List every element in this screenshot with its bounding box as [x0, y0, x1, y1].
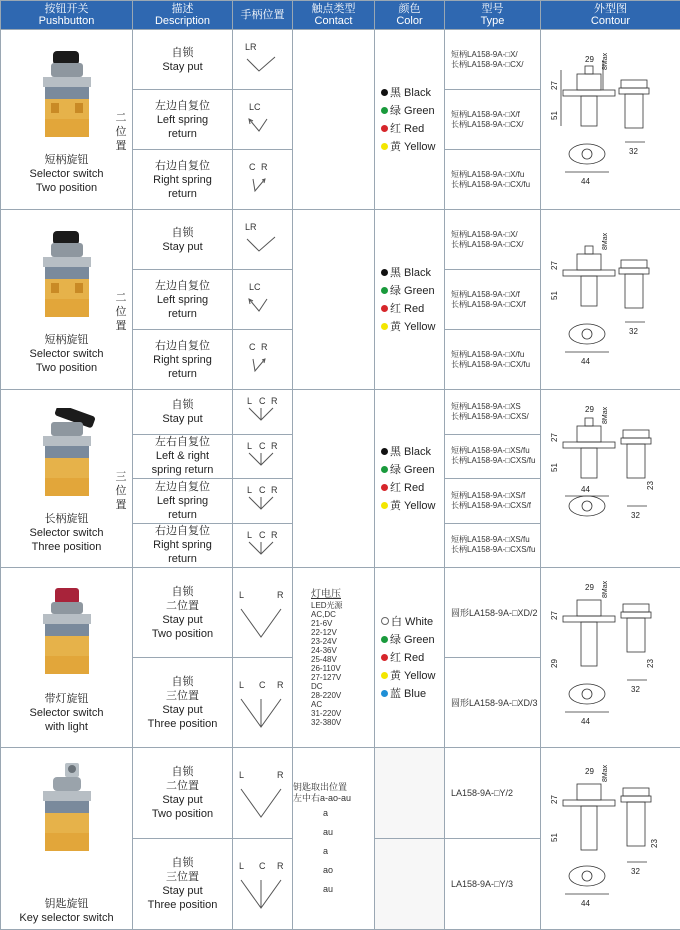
s1-contour-drawing [541, 30, 680, 210]
pos-label: L [239, 770, 244, 780]
pos-label: R [277, 770, 284, 780]
s2-position-count: 二 位 置 [114, 291, 128, 333]
svg-text:8Max: 8Max [602, 52, 609, 70]
svg-text:29: 29 [585, 55, 594, 64]
contour-drawing [541, 390, 680, 562]
pos-label: L [247, 530, 252, 540]
pos-label: R [271, 485, 278, 495]
s5-desc-two: 自锁 二位置 Stay put Two position [133, 748, 233, 839]
pos-label: C [259, 680, 266, 690]
svg-text:23: 23 [650, 839, 659, 848]
svg-text:51: 51 [550, 833, 559, 842]
s4-type-1: 圆形LA158-9A-□XD/2 [445, 568, 541, 658]
s2-colors: 黑 Black 绿 Green 红 Red 黄 Yellow [375, 210, 445, 390]
s4-pos-three [233, 658, 293, 748]
contour-drawing [541, 568, 680, 742]
s5-type-2: LA158-9A-□Y/3 [445, 839, 541, 930]
illuminated-knob-switch-image [31, 586, 103, 676]
pos-label: LR [245, 42, 257, 52]
s3-colors: 黑 Black 绿 Green 红 Red 黄 Yellow [375, 390, 445, 568]
s4-name-zh: 带灯旋钮 [1, 692, 132, 706]
s3-position-count: 三 位 置 [114, 470, 128, 512]
s1-type-3: 短柄LA158-9A-□X/fu 长柄LA158-9A-□CX/fu [445, 150, 541, 210]
s5-name-zh: 钥匙旋钮 [1, 897, 132, 911]
pos-label: C [259, 485, 266, 495]
svg-text:29: 29 [550, 659, 559, 668]
svg-text:29: 29 [585, 583, 594, 592]
s5-pos-three [233, 839, 293, 930]
pos-label: L [239, 680, 244, 690]
s3-name-zh: 长柄旋钮 [1, 512, 132, 526]
s1-type-1: 短柄LA158-9A-□X/ 长柄LA158-9A-□CX/ [445, 30, 541, 90]
long-knob-switch-image [31, 408, 103, 498]
pos-label: C [259, 396, 266, 406]
s2-contact [293, 210, 375, 390]
s3-row-stay [1, 390, 680, 435]
pos-label: R [271, 530, 278, 540]
s4-desc-two: 自锁 二位置 Stay put Two position [133, 568, 233, 658]
s1-pos-right [233, 150, 293, 210]
pos-label: C [259, 861, 266, 871]
svg-text:32: 32 [629, 147, 638, 156]
svg-text:8Max: 8Max [602, 580, 609, 598]
handle-position-left [233, 91, 293, 149]
s1-contact [293, 30, 375, 210]
pos-label: LC [249, 102, 261, 112]
pos-label: R [261, 342, 268, 352]
s2-desc-left: 左边自复位 Left spring return [133, 270, 233, 330]
pos-label: L [247, 441, 252, 451]
s3-name-en2: Three position [1, 540, 132, 554]
svg-text:44: 44 [581, 177, 590, 186]
svg-text:32: 32 [631, 511, 640, 520]
s4-pos-two [233, 568, 293, 658]
pos-label: C [259, 441, 266, 451]
pos-label: LR [245, 222, 257, 232]
s5-desc-three: 自锁 三位置 Stay put Three position [133, 839, 233, 930]
s1-desc-right: 右边自复位 Right spring return [133, 150, 233, 210]
svg-text:27: 27 [550, 261, 559, 270]
s3-pos-stay [233, 390, 293, 435]
s4-pushbutton-cell [1, 568, 133, 748]
s3-type-2: 短柄LA158-9A-□XS/fu 长柄LA158-9A-□CXS/fu [445, 434, 541, 479]
s1-name-en2: Two position [1, 181, 132, 195]
pos-label: R [261, 162, 268, 172]
s4-colors: 白 White 绿 Green 红 Red 黄 Yellow 蓝 Blue [375, 568, 445, 748]
s5-name-en1: Key selector switch [1, 911, 132, 925]
s3-pos-left [233, 479, 293, 524]
s2-type-2: 短柄LA158-9A-□X/f 长柄LA158-9A-□CX/f [445, 270, 541, 330]
svg-text:29: 29 [585, 767, 594, 776]
s4-name-en2: with light [1, 720, 132, 734]
handle-position-three-wide [233, 659, 293, 746]
s5-type-1: LA158-9A-□Y/2 [445, 748, 541, 839]
svg-text:27: 27 [550, 81, 559, 90]
s3-type-3: 短柄LA158-9A-□XS/f 长柄LA158-9A-□CXS/f [445, 479, 541, 524]
pos-label: L [247, 485, 252, 495]
svg-text:44: 44 [581, 717, 590, 726]
s3-type-1: 短柄LA158-9A-□XS 长柄LA158-9A-□CXS/ [445, 390, 541, 435]
header-description: 描述 Description [133, 1, 233, 30]
pos-label: R [271, 396, 278, 406]
contour-drawing [541, 748, 680, 924]
handle-position-right [233, 331, 293, 389]
pos-label: C [249, 342, 256, 352]
svg-text:23: 23 [646, 659, 655, 668]
svg-text:8Max: 8Max [602, 232, 609, 250]
pos-label: R [277, 680, 284, 690]
s5-pushbutton-cell [1, 748, 133, 930]
s3-desc-lr: 左右自复位 Left & right spring return [133, 434, 233, 479]
s1-position-count: 二 位 置 [114, 111, 128, 153]
handle-position-v [233, 31, 293, 89]
header-type: 型号 Type [445, 1, 541, 30]
svg-text:44: 44 [581, 899, 590, 908]
s1-row-stay [1, 30, 680, 90]
contour-drawing [541, 30, 680, 204]
header-color: 颜色 Color [375, 1, 445, 30]
pos-label: R [271, 441, 278, 451]
short-knob-switch-image [31, 49, 103, 139]
handle-position-two-wide [233, 569, 293, 656]
s1-pos-left [233, 90, 293, 150]
s1-pos-stay [233, 30, 293, 90]
s1-colors: 黑 Black 绿 Green 红 Red 黄 Yellow [375, 30, 445, 210]
s1-type-2: 短柄LA158-9A-□X/f 长柄LA158-9A-□CX/ [445, 90, 541, 150]
svg-text:32: 32 [631, 867, 640, 876]
s3-desc-right: 右边自复位 Right spring return [133, 523, 233, 568]
s3-type-4: 短柄LA158-9A-□XS/fu 长柄LA158-9A-□CXS/fu [445, 523, 541, 568]
s1-name-en1: Selector switch [1, 167, 132, 181]
s2-pos-right [233, 330, 293, 390]
header-position: 手柄位置 [233, 1, 293, 30]
pos-label: C [249, 162, 256, 172]
s2-contour-drawing [541, 210, 680, 390]
s3-contact [293, 390, 375, 568]
s5-row-two [1, 748, 680, 839]
s3-name-en1: Selector switch [1, 526, 132, 540]
s2-pos-left [233, 270, 293, 330]
header-contour: 外型图 Contour [541, 1, 680, 30]
svg-text:32: 32 [631, 685, 640, 694]
svg-text:8Max: 8Max [602, 406, 609, 424]
pos-label: L [239, 590, 244, 600]
s5-contour-drawing [541, 748, 680, 930]
pos-label: L [239, 861, 244, 871]
s2-desc-right: 右边自复位 Right spring return [133, 330, 233, 390]
handle-position-v [233, 211, 293, 269]
handle-position-three-wide [233, 840, 293, 928]
s4-row-two [1, 568, 680, 658]
handle-position-two-wide [233, 749, 293, 837]
s2-type-3: 短柄LA158-9A-□X/fu 长柄LA158-9A-□CX/fu [445, 330, 541, 390]
s1-name-zh: 短柄旋钮 [1, 153, 132, 167]
s4-desc-three: 自锁 三位置 Stay put Three position [133, 658, 233, 748]
s4-type-2: 圆形LA158-9A-□XD/3 [445, 658, 541, 748]
pos-label: C [259, 530, 266, 540]
s4-name-en1: Selector switch [1, 706, 132, 720]
s2-row-stay [1, 210, 680, 270]
svg-text:27: 27 [550, 795, 559, 804]
s2-pushbutton-cell [1, 210, 133, 390]
s4-contour-drawing [541, 568, 680, 748]
handle-position-right [233, 151, 293, 209]
s3-contour-drawing [541, 390, 680, 568]
svg-text:23: 23 [646, 481, 655, 490]
s3-desc-left: 左边自复位 Left spring return [133, 479, 233, 524]
s1-desc-left: 左边自复位 Left spring return [133, 90, 233, 150]
svg-text:51: 51 [550, 111, 559, 120]
svg-text:27: 27 [550, 611, 559, 620]
key-switch-image [31, 763, 103, 853]
s3-desc-stay: 自锁 Stay put [133, 390, 233, 435]
s3-pushbutton-cell [1, 390, 133, 568]
s2-name-en1: Selector switch [1, 347, 132, 361]
s2-name-zh: 短柄旋钮 [1, 333, 132, 347]
handle-position-left [233, 271, 293, 329]
header-row [1, 1, 680, 30]
svg-text:44: 44 [581, 485, 590, 494]
pos-label: R [277, 861, 284, 871]
svg-text:51: 51 [550, 463, 559, 472]
svg-text:51: 51 [550, 291, 559, 300]
pos-label: L [247, 396, 252, 406]
contour-drawing [541, 210, 680, 384]
svg-text:8Max: 8Max [602, 764, 609, 782]
s2-desc-stay: 自锁 Stay put [133, 210, 233, 270]
pos-label: LC [249, 282, 261, 292]
s2-pos-stay [233, 210, 293, 270]
s1-desc-stay: 自锁 Stay put [133, 30, 233, 90]
header-pushbutton: 按钮开关 Pushbutton [1, 1, 133, 30]
svg-text:29: 29 [585, 405, 594, 414]
s5-colors [375, 748, 445, 839]
s2-name-en2: Two position [1, 361, 132, 375]
s3-pos-right [233, 523, 293, 568]
svg-text:32: 32 [629, 327, 638, 336]
svg-text:27: 27 [550, 433, 559, 442]
s3-pos-lr [233, 434, 293, 479]
s5-colors-2 [375, 839, 445, 930]
s5-pos-two [233, 748, 293, 839]
svg-text:44: 44 [581, 357, 590, 366]
s2-type-1: 短柄LA158-9A-□X/ 长柄LA158-9A-□CX/ [445, 210, 541, 270]
s5-key-removal: 钥匙取出位置 左中右a-ao-au a au a ao au [293, 748, 375, 930]
pos-label: R [277, 590, 284, 600]
short-knob-switch-image [31, 229, 103, 319]
s4-lamp-voltage: 灯电压 LED光源 AC,DC 21-6V 22-12V 23-24V 24-36V 25-48V 26-110V 27-127V DC 28-220V AC 31-220V 32-380V [293, 568, 375, 748]
s1-pushbutton-cell [1, 30, 133, 210]
header-contact: 触点类型 Contact [293, 1, 375, 30]
